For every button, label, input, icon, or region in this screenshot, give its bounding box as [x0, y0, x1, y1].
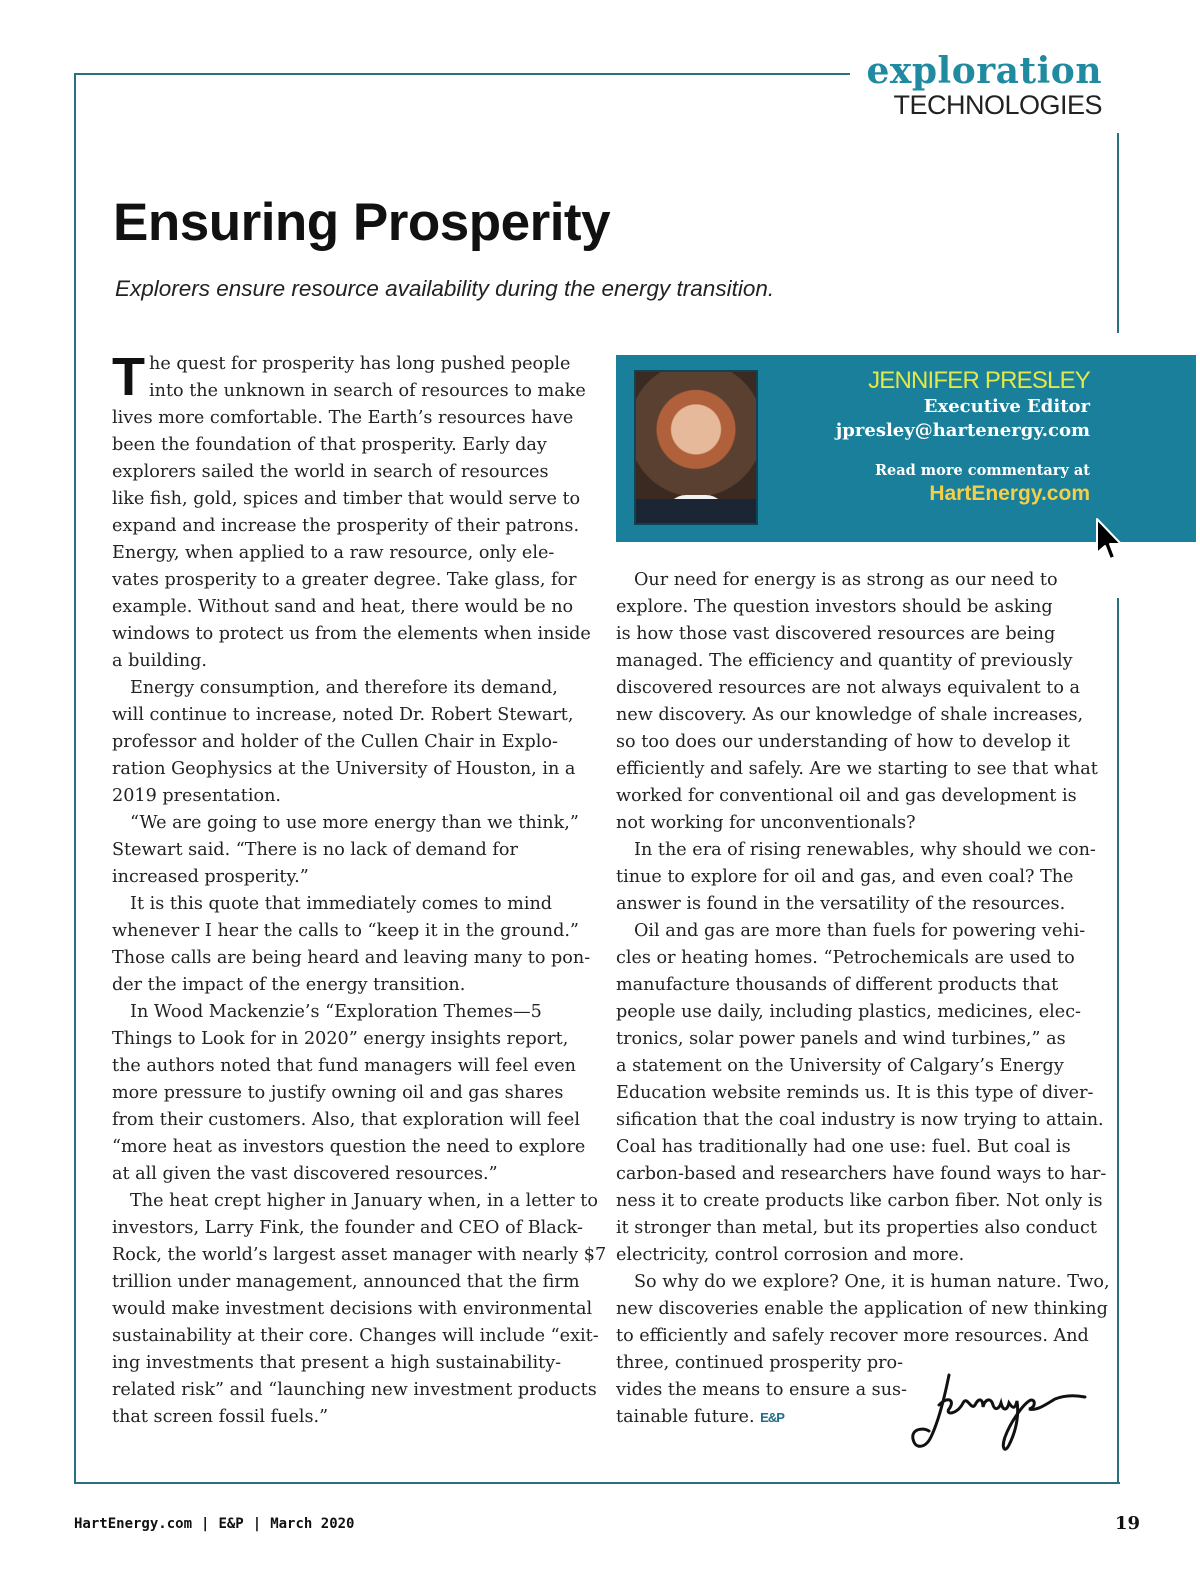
frame-right-rule-upper	[1117, 133, 1119, 333]
frame-bottom-rule	[74, 1482, 1120, 1484]
paragraph: In Wood Mackenzie’s “Exploration Themes—5 Things to Look for in 2020” energy insights report, the authors noted that fund managers will feel even more pressure to justify owning oil and gas shares from their customers. Also, that exploration will feel “more heat as investors question the need to explore at all given the vast discovered resources.”	[112, 1002, 586, 1184]
editor-photo	[634, 370, 758, 525]
paragraph: The heat crept higher in January when, in a letter to investors, Larry Fink, the founder and CEO of Black- Rock, the world’s largest asset manager with nearly $7 trillion under management, announced that the firm would make investment decisions with environmental sustainability at their core. Changes will include “exit- ing investments that present a high sustainability- related risk” and “launching new investment products that screen fossil fuels.”	[112, 1191, 607, 1427]
section-header	[866, 52, 1102, 120]
paragraph: So why do we explore? One, it is human nature. Two, new discoveries enable the application of new thinking to efficiently and safely recover more resources. And three, continued prosperity pro- vides the means to ensure a sus- tainable future. E&P	[616, 1269, 1086, 1431]
frame-right-rule-lower	[1117, 598, 1119, 1484]
paragraph: “We are going to use more energy than we think,” Stewart said. “There is no lack of demand for increased prosperity.”	[112, 813, 579, 887]
hartenergy-link[interactable]: HartEnergy.com	[929, 482, 1090, 505]
editor-email-link[interactable]: jpresley@hartenergy.com	[835, 420, 1090, 441]
frame-left-rule	[74, 73, 76, 1484]
signature-icon	[905, 1365, 1095, 1455]
article-deck: Explorers ensure resource availability during the energy transition.	[115, 276, 775, 301]
editor-info	[836, 367, 1090, 507]
left-column	[112, 347, 607, 1431]
paragraph: T he quest for prosperity has long pushed people into the unknown in search of resources to make lives more comfortable. The Earth’s resources have been the foundation of that prosperity. Early day explorers sailed the world in search of resources like fish, gold, spices and timber that would serve to expand and increase the prosperity of their patrons. Energy, when applied to a raw resource, only ele- vates prosperity to a greater degree. Take glass, for example. Without sand and heat, there would be no windows to protect us from the elements when inside a building.	[112, 347, 591, 671]
right-column	[616, 567, 1110, 1431]
paragraph: In the era of rising renewables, why should we con- tinue to explore for oil and gas, and even coal? The answer is found in the versatility of the resources.	[616, 840, 1096, 914]
mouse-pointer-icon	[1094, 517, 1124, 565]
footer-date: March 2020	[270, 1516, 355, 1532]
section-subtitle: TECHNOLOGIES	[893, 90, 1102, 120]
editor-role: Executive Editor	[923, 396, 1090, 417]
section-word: exploration	[866, 50, 1102, 92]
drop-cap: T	[112, 347, 145, 407]
paragraph: Energy consumption, and therefore its demand, will continue to increase, noted Dr. Robert Stewart, professor and holder of the Cullen Chair in Explo- ration Geophysics at the University of Houston, in a 2019 presentation.	[112, 678, 576, 806]
last-line: tainable future. E&P	[616, 1407, 784, 1427]
frame-top-rule	[74, 73, 850, 75]
editor-name: JENNIFER PRESLEY	[868, 367, 1090, 394]
ep-end-mark: E&P	[760, 1410, 784, 1425]
editor-box	[616, 355, 1196, 542]
paragraph: Oil and gas are more than fuels for powering vehi- cles or heating homes. “Petrochemicals are used to manufacture thousands of different products that people use daily, including plastics, medicines, elec- tronics, solar power panels and wind turbines,” as a statement on the University of Calgary’s Energy Education website reminds us. It is this type of diver- sification that the coal industry is now trying to attain. Coal has traditionally had one use: fuel. But coal is carbon-based and researchers have found ways to har- ness it to create products like carbon fiber. Not only is it stronger than metal, but its properties also conduct electricity, control corrosion and more.	[616, 921, 1107, 1265]
article-title: Ensuring Prosperity	[113, 193, 611, 252]
footer-site: HartEnergy.com	[74, 1516, 193, 1532]
paragraph: It is this quote that immediately comes to mind whenever I hear the calls to “keep it in the ground.” Those calls are being heard and leaving many to pon- der the impact of the energy transition.	[112, 894, 591, 995]
page-number: 19	[1114, 1513, 1140, 1534]
footer-publication: E&P	[218, 1516, 244, 1532]
footer: HartEnergy.com | E&P | March 2020	[74, 1516, 355, 1532]
paragraph: Our need for energy is as strong as our need to explore. The question investors should be asking is how those vast discovered resources are being managed. The efficiency and quantity of previously discovered resources are not always equivalent to a new discovery. As our knowledge of shale increases, so too does our understanding of how to develop it efficiently and safely. Are we starting to see that what worked for conventional oil and gas development is not working for unconventionals?	[616, 570, 1098, 833]
read-more-label: Read more commentary at	[874, 462, 1090, 479]
